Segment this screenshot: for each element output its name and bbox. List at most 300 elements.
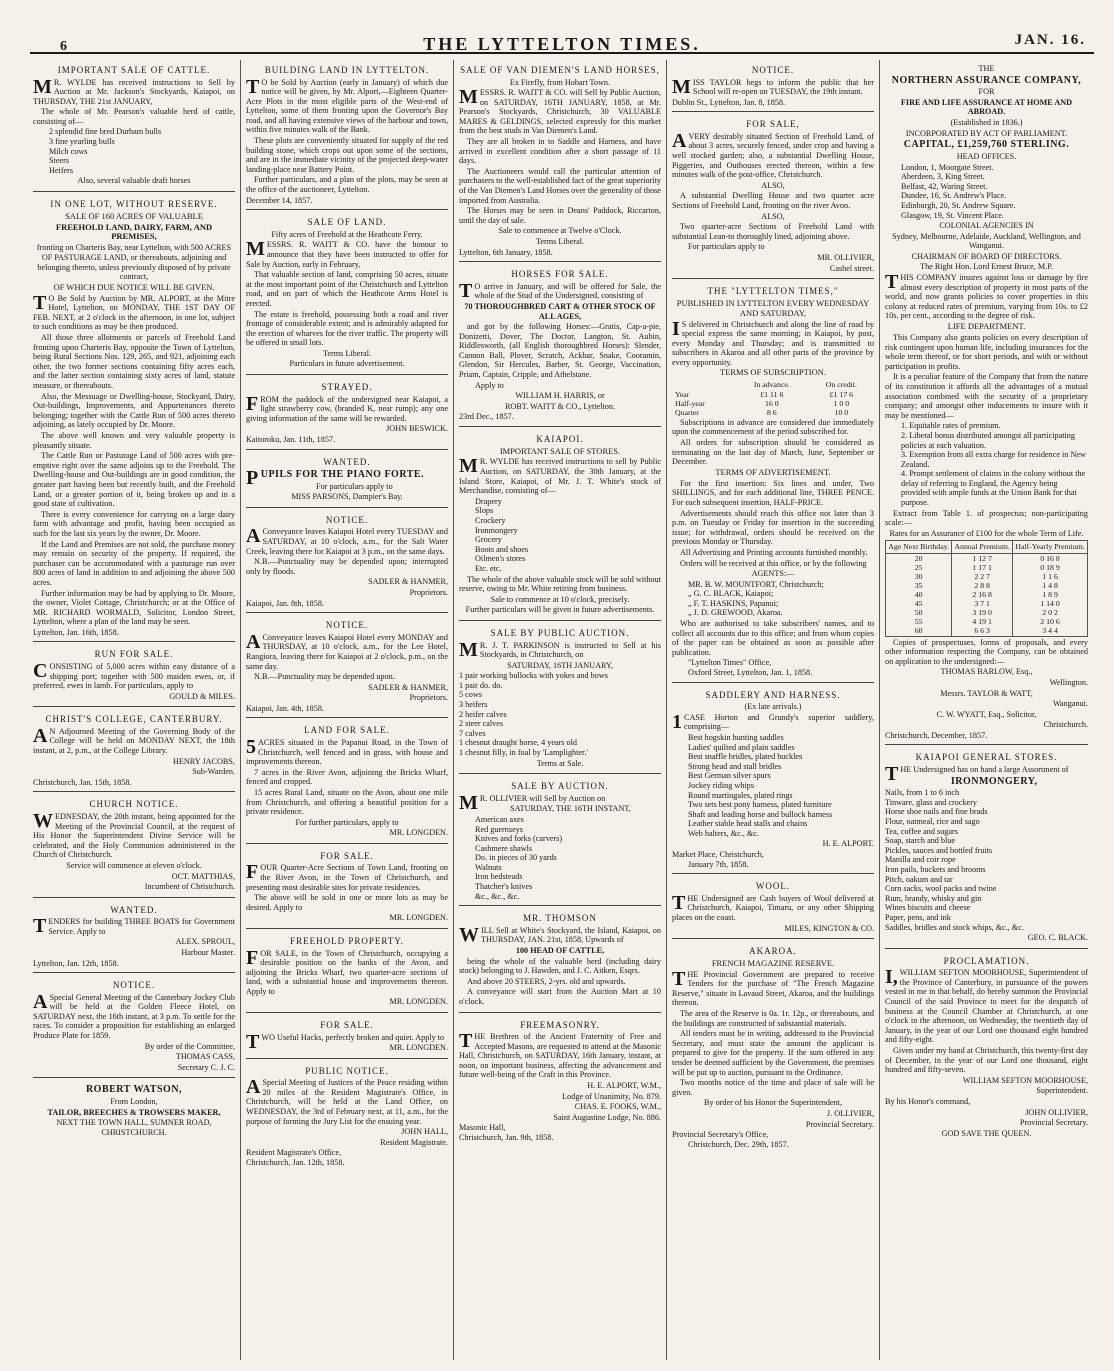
ad-body: ASpecial General Meeting of the Canterbury Jockey Club will be held at the Golden Fleece Hotel, on SATURDAY next, the 16th instant, at 3 p.m. To settle for the races. To consider a proposition for establishing an enlarged Produce Plate for 1859. [33,990,235,1041]
list-item: MR. B. W. MOUNTFORT, Christchurch; [688,579,824,589]
list-item: Nails, from 1 to 6 inch [885,788,960,798]
ad-body: TWO Useful Hacks, perfectly broken and quiet. Apply to [246,1030,445,1053]
table-row [672,408,874,417]
ad-role: Sub-Warden. [192,767,235,777]
ad-role: Saint Augustine Lodge, No. 886. [553,1112,661,1122]
ad-body: AVERY desirably situated Section of Freehold Land, of about 3 acres, securely fenced, under crop and having a well stocked garden; also, a substantial Dwelling House, Piggeries, and Outhouses erected thereon, within a few minutes walk of the post-office, Christchurch. [672,129,874,180]
ad-body: THE Undersigned has on hand a large Assortment of [885,762,1069,785]
ad-text: Terms Liberal. [322,348,372,358]
ad-body: THE Brethren of the Ancient Fraternity of Free and Accepted Masons, are requested to attend at the Masonic Hall, Christchurch, on SATURDAY, 16th January, instant, at noon, on important business, affecting the advancement and future well-being of the Craft in this Province. [459,1030,661,1080]
ad-date: Christchurch, Dec. 29th, 1857. [688,1139,789,1149]
ad-text: Also, several valuable draft horses [77,176,191,186]
ad-heading: SALE OF VAN DIEMEN'S LAND HORSES, [460,65,660,75]
table-cell: Quarter [675,407,699,417]
ad-subheading: IMPORTANT SALE OF STORES. [499,445,621,456]
table-cell: 20 [886,553,952,563]
table-cell: £1 17 6 [829,389,854,399]
ad-date: January 7th, 1858. [688,859,749,869]
list-item: 5 cows [459,690,482,700]
ad-text: The area of the Reserve is 0a. 1r. 12p., or thereabouts, and the buildings are constructed of substantial materials. [672,1008,874,1028]
ad-text: They are all broken in to Saddle and Harness, and have arrived in excellent condition after a short passage of 11 days. [459,137,661,166]
list-item: Ironmongery [475,525,518,535]
list-item: Soap, starch and blue [885,836,956,846]
ad-heading: SALE BY PUBLIC AUCTION. [490,627,630,638]
ad-text: From London, [110,1097,158,1107]
table-row [672,399,874,408]
ad-signature: MILES, KINGTON & CO. [784,923,874,933]
ad-heading: IN ONE LOT, WITHOUT RESERVE. [50,199,218,210]
ad-date: December 14, 1857. [246,195,313,205]
ad-text: Two quarter-acre Sections of Freehold Land with substantial Lean-to thoroughly lined, adjoining above. [672,222,874,241]
ad-signature: THOMAS CASS, [175,1052,235,1062]
list-item: Thatcher's knives [475,882,533,892]
ad-heading: PROCLAMATION. [943,955,1030,966]
ad-text: The Cattle Run or Pasturage Land of 500 acres with pre-emptive right over the same adjoins up to the Freehold. The Dwelling-house and Out-buildings are in good condition, the greater part having been but recently built, and the Freehold Land, or a greater portion of it, being broken up and in a good state of cultivation. [33,451,235,509]
table-row [886,590,1088,599]
column-5 [880,60,1093,1360]
ad-subheading: TERMS OF SUBSCRIPTION. [719,367,827,378]
ad-text: 15 acres Rural Land, situate on the Avon, about one mile from Christchurch, and offering a beautiful position for a private residence. [246,787,448,817]
ad-text: 7 acres in the River Avon, adjoining the Bricks Wharf, fenced and cropped. [246,767,448,787]
list-item: Iron pails, buckets and brooms [885,865,986,875]
ad-text: A substantial Dwelling House and two quarter acre Sections of Freehold Land, fronting on the river Avon. [672,191,874,210]
ad-subheading: Fifty acres of Freehold at the Heathcote Ferry. [271,229,423,239]
list-item: Saddles, bridles and stock whips, &c., &c. [885,922,1024,932]
ad-subheading: (Ex late arrivals.) [744,702,802,712]
list-item: Horse shoe nails and fine brads [885,807,988,817]
list-item: 4. Prompt settlement of claims in the colony without the delay of referring to England, the Agency being provided with ample funds at the Union Bank for that purpose. [901,469,1086,508]
ad-body: MR. OLLIVIER will Sell by Auction on [459,791,606,814]
list-item: Corn sacks, wool packs and twine [885,884,997,894]
ad-text: All Advertising and Printing accounts furnished monthly. [680,547,868,557]
ad-date: Christchurch, December, 1857. [885,730,988,740]
ad-role: Wanganui. [1052,699,1088,709]
ad-heading: RUN FOR SALE. [94,649,174,660]
ad-signature: MISS PARSONS, Dampier's Bay. [291,492,403,502]
ad-signature: MR. LONGDEN. [389,913,448,923]
ad-body: TENDERS for building THREE BOATS for Government Service. Apply to [33,915,235,938]
list-item: 7 calves [459,728,486,738]
ad-date-line: SATURDAY, 16TH JANUARY, [507,660,613,670]
ad-heading: CHURCH NOTICE. [89,799,179,810]
table-cell: 45 [886,599,952,608]
ad-text: CAPITAL, £1,259,760 STERLING. [903,139,1070,151]
ad-body: I,WILLIAM SEFTON MOORHOUSE, Superintendent of the Province of Canterbury, in pursuance of the powers vested in me in that behalf, do hereby summon the Provincial Council of the said Province to meet for the despatch of business at the Council Chamber at Christchurch, at one o'clock in the afternoon, on Wednesday, the twentieth day of January, in the year of our Lord one thousand eight hundred and fifty-eight. [885,966,1088,1045]
ad-subheading: HEAD OFFICES. [956,151,1017,161]
ad-subheading: FRENCH MAGAZINE RESERVE. [711,957,835,968]
ad-strayed [246,377,448,449]
ad-heading: FREEHOLD PROPERTY. [290,936,404,946]
ad-body: IS delivered in Christchurch and along the line of road by special express the same morning; in Kaiapoi, by post, every Monday and Thursday; and is transmitted to subscribers in Akaroa and all other parts of the province by every opportunity. [672,317,874,367]
ad-subheading: Ex Firefly, from Hobart Town. [509,77,611,87]
list-item: Aberdeen, 3, King Street. [901,172,985,182]
ad-ollivier-auction [459,776,661,906]
ad-role: Incumbent of Christchurch. [144,882,235,892]
ad-text: Subscriptions in advance are considered due immediately upon the commencement of the period subscribed for. [672,417,874,437]
ad-body: AN Adjourned Meeting of the Governing Body of the College will be held on MONDAY NEXT, the 18th instant, at 2, p.m., at the College Library. [33,724,235,756]
ad-role: Provincial Secretary. [805,1119,874,1129]
table-header-row [672,380,874,389]
ad-body: AConveyance leaves Kaiapoi Hotel every TUESDAY and SATURDAY, at 10 o'clock, a.m., for the Salt Water Creek, leaving there for Kaiapoi at 3 p.m., on the same days. [246,525,448,556]
ad-text: By order of the Committee, [144,1041,235,1051]
ad-subheading: COLONIAL AGENCIES IN [939,221,1034,231]
ad-date: Oxford Street, Lyttelton, Jan. 1, 1858. [688,668,813,678]
list-item: Shaft and leading horse and bullock harness [688,809,833,819]
ad-text: All those three allotments or parcels of Freehold Land fronting upon Charteris Bay, opposite the Town of Lyttelton, being Rural Sections Nos. 129, 265, and 921, adjoining each other, the two former sections containing fifty acres each, and the latter section containing sixty acres of land, statute measure, or thereabouts. [33,333,235,391]
list-item: Boots and shoes [475,544,529,554]
list-item: Crockery [475,516,506,526]
ad-text: The whole of the above valuable stock will be sold without reserve, owing to Mr. White retiring from business. [459,574,661,594]
ad-text: Sydney, Melbourne, Adelaide, Auckland, Wellington, and Wanganui. [892,231,1081,251]
ad-notice-school [672,60,874,112]
ad-text: ALSO, [761,211,785,221]
ad-body: TO Be Sold by Auction by MR. ALPORT, at the Mitre Hotel, Lyttelton, on MONDAY, THE 1ST DAY OF FEB. NEXT, at 2 o'clock in the afternoon, in one lot, subject to such conditions as may be then produced. [33,291,235,332]
ad-body: TO arrive in January, and will be offered for Sale, the whole of the Stud of the Undersigned, consisting of [459,279,661,302]
ad-body: 5ACRES situated in the Papanui Road, in the Town of Christchurch, well fenced and in grass, with house and improvements thereon. [246,735,448,767]
list-item: Do. in pieces of 30 yards [475,853,557,863]
ad-text: (Established in 1836.) [950,118,1023,128]
ad-role: Superintendent. [1036,1086,1088,1096]
ad-signature: THOMAS BARLOW, Esq., [940,667,1033,677]
table-cell: 35 [886,581,952,590]
ad-text: GOD SAVE THE QUEEN. [941,1128,1032,1138]
list-item: Steers [49,156,70,166]
ad-northern-assurance [885,60,1088,745]
table-header: Half-Yearly Premium. [1013,541,1088,553]
list-item: Pitch, oakum and tar [885,874,953,884]
list-item: Jockey riding whips [688,780,754,790]
ad-text: 100 HEAD OF CATTLE, [515,945,605,955]
ad-jockey-notice [33,975,235,1078]
subscription-table [672,380,874,416]
ad-text: Further particulars will be given in future advertisements. [465,605,655,615]
ad-address: NEXT THE TOWN HALL, SUMNER ROAD, CHRISTCHURCH. [56,1118,212,1137]
table-header-row [886,541,1088,553]
ad-text: IRONMONGERY, [950,775,1038,787]
ad-heading: SALE BY AUCTION. [511,781,609,792]
list-item: London, 1, Moorgate Street. [901,162,994,172]
ad-text: The Right Hon. Lord Ernest Bruce, M.P. [920,262,1053,272]
list-item: Oilmen's stores [475,554,526,564]
ad-text: INCORPORATED BY ACT OF PARLIAMENT. [905,128,1068,138]
list-item: „ F. T. HASKINS, Papanui; [688,598,779,608]
list-item: Round martingales, plated rings [688,790,793,800]
ad-thomson [459,908,661,1012]
ad-akaroa [672,941,874,1153]
ad-body: CONSISTING of 5,000 acres within easy distance of a shipping port; together with 500 maiden ewes, or, if preferred, ewes in lamb. For particulars, apply to [33,659,235,691]
table-row [886,563,1088,572]
ad-text: The Auctioneers would call the particular attention of purchasers to the well-established fact of the great superiority of the Van Diemen's Land Horses over the generality of those imported from Australia. [459,166,661,205]
ad-text: N.B.—Punctuality may be depended upon. [254,672,395,682]
table-cell: £1 11 6 [760,389,784,399]
ad-text: Market Place, Christchurch, [672,850,764,860]
table-row [886,553,1088,563]
ad-text: ALSO, [761,180,785,190]
list-item: Etc. etc. [475,564,502,574]
ad-text: Advertisements should reach this office not later than 3 p.m. on Tuesday or Friday for insertion in the succeeding issue; for withdrawal, orders should be received on the previous Monday or Thursday. [672,508,874,547]
list-item: Two sets best pony harness, plated furniture [688,800,832,810]
table-cell: 6 6 3 [952,626,1013,636]
list-item: Flour, oatmeal, rice and sago [885,817,980,827]
ad-text: Apply to [475,380,504,390]
ad-heading: FOR SALE, [746,119,800,130]
ad-date: Kaitoroku, Jan. 11th, 1857. [246,434,336,444]
ad-role: Provincial Secretary. [1019,1118,1088,1128]
table-cell: 50 [886,608,952,617]
table-row [886,572,1088,581]
ad-text: If the Land and Premises are not sold, the purchase money may remain on security of the property. If required, the purchaser can be accommodated with a pasturage run over 800 acres of land in addition to and adjoining the above 500 acres. [33,539,235,587]
ad-body: ASpecial Meeting of Justices of the Peace residing within 20 miles of the Resident Magistrate's Office, in Christchurch, will be held at the Land Office, on WEDNESDAY, the 3rd of February next, at 11, a.m., for the purpose of forming the Jury List for the ensuing year. [246,1076,448,1126]
ad-freehold-property [246,931,448,1013]
ad-body: TO be Sold by Auction (early in January) of which due notice will be given, by Mr. Alport,—Eighteen Quarter-Acre Plots in the most eligible parts of the West-end of Lyttelton, some of them fronting upon the Governor's Bay road, and all having extensive views of the harbour and town, within five minutes walk of the Bank. [246,75,448,135]
ad-heading: NOTICE. [325,514,369,525]
ad-signature: JOHN OLLIVIER, [1025,1107,1088,1117]
ad-sale-of-land [246,212,448,375]
ad-heading: PUBLIC NOTICE. [305,1065,389,1076]
ad-public-notice [246,1061,448,1172]
table-caption: Rates for an Assurance of £100 for the whole Term of Life. [889,528,1084,538]
ad-signature: J. OLLIVIER, [826,1108,874,1118]
ad-body: MESSRS. R. WAITT & CO. will Sell by Public Auction, on SATURDAY, 16TH JANUARY, 1858, at Mr. Pearson's Stockyards, Christchurch, 30 VALUABLE MARES & GELDINGS, selected expressly for this market from the best studs in Van Diemen's Land. [459,86,661,136]
ad-signature: WILLIAM SEFTON MOORHOUSE, [962,1075,1088,1085]
ad-text: For particulars apply to [316,481,393,491]
list-item: 3. Exemption from all extra charge for residence in New Zealand. [901,450,1086,469]
ad-text: Sale to commence at 10 o'clock, precisely. [490,594,630,604]
ad-heading: WANTED. [110,904,158,915]
table-row [672,390,874,399]
ad-text: These plots are conveniently situated for supply of the red building stone, which crops out upon some of the sections, and are in the immediate vicinity of the projected deep-water landing-place near Battery Point. [246,136,448,174]
ad-text: fronting on Charteris Bay, near Lyttelton, with 500 ACRES OF PASTURAGE LAND, or thereabouts, adjoining and belonging thereto, unless previously disposed of by private contract, [36,243,232,282]
ad-body: MR. WYLDE has received instructions to sell by Public Auction, on SATURDAY, the 30th January, at the Island Store, Kaiapoi, of Mr. J. T. White's stock of Merchandise, consisting of— [459,455,661,496]
list-item: Edinburgh, 20, St. Andrew Square. [901,200,1016,210]
ad-body: FOR SALE, in the Town of Christchurch, occupying a desirable position on the banks of the Avon, and adjoining the Bricks Wharf, two quarter-acre sections of land, with a substantial house and improvements thereon. Apply to [246,946,448,996]
ad-text: For particulars apply to [688,242,765,252]
ad-text: It is a peculiar feature of the Company that from the nature of its constitution it affords all the advantages of a mutual association combined with the security of a proprietary company; and amongst other inducements to insure with it may be mentioned— [885,372,1088,420]
list-item: 3 heifers [459,700,488,710]
ad-date: Dublin St., Lyttelton, Jan. 8, 1858. [672,97,786,107]
ad-text: Given under my hand at Christchurch, this twenty-first day of December, in the year of our Lord one thousand, eight hundred and fifty-seven. [885,1046,1088,1075]
ad-role: Proprietors. [409,588,448,598]
ad-body: FROM the paddock of the undersigned near Kaiapoi, a light strawberry cow, (branded K, near rump); any one giving information of the same will be rewarded. [246,392,448,423]
table-cell: 16 0 [765,398,779,408]
ad-wanted-piano [246,452,448,508]
ad-address: Cashel street. [829,263,874,273]
table-cell: 10 0 [834,407,849,417]
ad-text: All orders for subscription should be considered as terminating on the last day of March, June, September or December. [672,438,874,467]
list-item: Heifers [49,165,74,175]
list-item: Slops [475,506,494,516]
list-item: 1 pair do. do. [459,680,503,690]
ad-signature: ROBT. WAITT & CO., Lyttelton. [504,401,616,411]
ad-text: Who are authorised to take subscribers' names, and to collect all accounts due to this office; and from whom copies of the paper can be obtained as soon as possible after publication. [672,619,874,657]
table-cell: 40 [886,590,952,599]
table-row [886,617,1088,626]
list-item: Cashmere shawls [475,843,533,853]
ad-text: All tenders must be in writing, addressed to the Provincial Secretary, and must state the amount the applicant is prepared to give for the property. If the sum offered in any tender be deemed sufficient by the Government, the premises will be put up to auction, pursuant to the Ordinance. [672,1029,874,1077]
ad-text: THE [978,64,995,73]
ad-text: There is every convenience for carrying on a large dairy farm with advantage and profit, having been occupied as such for the last six years by the owner, Dr. Moore. [33,509,235,538]
ad-text: Terms Liberal. [535,237,585,247]
ad-kaiapoi-general-stores [885,747,1088,948]
ad-signature: JOHN HALL, [401,1127,448,1137]
list-item: Belfast, 42, Waring Street. [901,181,988,191]
table-row [886,626,1088,636]
list-item: Leather stable head stalls and chains [688,819,808,829]
ad-text: The Horses may be seen in Deans' Paddock, Riccarton, until the day of sale. [459,206,661,225]
ad-text: "Lyttelton Times" Office, [688,658,772,668]
list-item: Tea, coffee and sugars [885,826,958,836]
ad-date: Lyttelton, 6th January, 1858. [459,247,553,257]
ad-notice-conveyance-2 [246,615,448,718]
ad-subheading: AGENTS:— [751,569,795,579]
ad-body: FOUR Quarter-Acre Sections of Town Land, fronting on the River Avon, in the Town of Christchurch, and presenting most desirable sites for private residences. [246,861,448,892]
table-cell: 60 [886,626,952,636]
ad-heading: KAIAPOI. [536,434,584,445]
ad-role: Harbour Master. [181,948,235,957]
columns [28,60,1094,1360]
ad-date: Kaiapoi, Jan. 8th, 1858. [246,598,324,608]
ad-role: Wellington. [1049,677,1088,687]
ad-signature: JOHN BESWICK. [386,424,448,434]
ad-text: By order of his Honor the Superintendent, [703,1098,843,1108]
table-cell: 25 [886,563,952,572]
ad-body: MR. WYLDE has received instructions to Sell by Auction at Mr. Jackson's Stockyards, Kaiapoi, on THURSDAY, THE 21st JANUARY, [33,75,235,106]
list-item: Ladies' quilted and plain saddles [688,742,795,752]
ad-heading: SALE OF LAND. [307,217,387,228]
ad-kaiapoi-stores [459,429,661,621]
ad-role: Proprietors. [409,693,448,703]
ad-body: MESSRS. R. WAITT & CO. have the honour to announce that they have been instructed to offer for Sale by Auction, early in February, [246,238,448,269]
ad-subheading: SALE OF 160 ACRES OF VALUABLE [65,210,203,221]
table-cell: 3 7 1 [952,599,1013,608]
table-cell: 0 16 8 [1013,553,1088,563]
ad-for-sale-sections [246,846,448,929]
ad-subheading: CHAIRMAN OF BOARD OF DIRECTORS. [911,251,1062,261]
column-3 [454,60,667,1360]
table-header: In advance. [753,380,790,390]
list-item: Grocery [475,535,502,545]
ad-text: Sale to commence at Twelve o'Clock. [498,226,622,236]
ad-signature: GOULD & MILES. [169,691,235,701]
ad-body: WILL Sell at White's Stockyard, the Island, Kaiapoi, on THURSDAY, JAN. 21st, 1858, Upwards of [459,923,661,946]
ad-heading: NOTICE. [325,620,369,631]
ad-text: Further particulars, and a plan of the plots, may be seen at the office of the auctioneer, Lyttelton. [246,175,448,195]
ad-heading: NORTHERN ASSURANCE COMPANY, [891,74,1082,86]
ad-heading: SADDLERY AND HARNESS. [705,689,841,700]
ad-heading: WANTED. [323,456,371,467]
ad-text: and got by the following Horses:—Gratis, Cap-a-pie, Donizetti, Dover, The Doctor, Langton, St. Aubin, Riddlesworth, (all English thoroughbred Horses): Slender, Cannon Ball, Plover, Scratch, Ackbar, Snake, Cooramin, Glendon, Sir Hercules, Barber, St. George, Vaccination, Priam, Captain, Cripple, and Athelstane. [459,322,661,380]
ad-date: Kaiapoi, Jan. 4th, 1858. [246,703,324,713]
ad-text: Service will commence at eleven o'clock. [66,860,202,870]
ad-text: A conveyance will start from the Auction Mart at 10 o'clock. [459,987,661,1006]
ad-body: 1CASE Horton and Grundy's superior saddlery, comprising— [672,710,874,733]
ad-date: Lyttelton, Jan. 12th, 1858. [33,958,119,968]
ad-subheading: OF WHICH DUE NOTICE WILL BE GIVEN. [53,281,215,292]
table-cell: 1 17 1 [952,563,1013,572]
list-item: 2 splendid fine bred Durham bulls [49,127,162,137]
ad-signature: Messrs. TAYLOR & WATT, [940,688,1033,698]
ad-body: PUPILS FOR THE PIANO FORTE. [246,467,425,490]
ad-signature: MR. LONGDEN. [389,828,448,838]
list-item: 2. Liberal bonus distributed amongst all participating policies at each valuation. [901,430,1075,450]
ad-heading: ROBERT WATSON, [85,1084,183,1096]
table-row [886,608,1088,617]
ad-text: And above 20 STEERS, 2-yrs. old and upwards. [467,976,626,986]
list-item: Milch cows [49,146,88,156]
ad-text: Two months notice of the time and place of sale will be given. [672,1078,874,1097]
list-item: 3 fine yearling bulls [49,137,115,147]
ad-text: 70 THOROUGHBRED CART & OTHER STOCK OF ALL AGES, [464,301,656,321]
ad-signature: WILLIAM H. HARRIS, or [515,391,605,401]
list-item: Red guernseys [475,824,523,834]
list-item: Strong head and stall bridles [688,761,782,771]
list-item: Best snaffle bridles, plated buckles [688,752,803,762]
table-cell: Half-year [675,398,705,408]
ad-role: Lodge of Unanimity, No. 879. [562,1091,661,1101]
ad-farm-sale [33,194,235,642]
table-cell: 1 4 8 [1013,581,1088,590]
ad-body: WEDNESDAY, the 20th instant, being appointed for the Meeting of the Provincial Council, at the request of His Honor the Superintendent Divine Service will be celebrated, and the Holy Communion administered in the Church of Christchurch. [33,809,235,860]
ad-date: Lyttelton, Jan. 16th, 1858. [33,627,119,637]
ad-date: 23rd Dec., 1857. [459,412,514,422]
ad-church-notice [33,794,235,897]
table-cell: 2 0 2 [1013,608,1088,617]
table-cell: 2 2 7 [952,572,1013,581]
ad-proclamation [885,951,1088,1144]
ad-saddlery [672,685,874,875]
ad-text: By his Honor's command, [885,1097,971,1106]
table-cell: 2 8 8 [952,581,1013,590]
table-cell: 1 1 6 [1013,572,1088,581]
ad-signature: H. E. ALPORT. [822,839,874,849]
table-cell: 2 10 6 [1013,617,1088,626]
ad-date: Christchurch, Jan. 15th, 1858. [33,777,132,787]
ad-heading: KAIAPOI GENERAL STORES. [915,752,1058,763]
table-cell: 1 12 7 [952,553,1013,563]
list-item: 1 chesnut draught horse, 4 years old [459,738,578,748]
ad-signature: MR. LONGDEN. [389,997,448,1007]
list-item: Web halters, &c., &c. [688,828,759,838]
ad-role: Secretary C. J. C. [177,1062,235,1072]
ad-text: Masonic Hall, [459,1123,506,1133]
ad-signature: SADLER & HANMER, [368,682,448,692]
table-cell: 1 0 0 [833,398,850,408]
ad-body: THE Undersigned are Cash buyers of Wool delivered at Christchurch, Kaiapoi, Timaru, or any other Shipping places on the coast. [672,891,874,922]
list-item: „ G. C. BLACK, Kaiapoi; [688,589,774,599]
ad-signature: OCT. MATTHIAS, [171,871,235,881]
ad-text: Resident Magistrate's Office, [246,1148,342,1158]
ad-subheading: LIFE DEPARTMENT. [947,321,1026,332]
ad-signature: C. W. WYATT, Esq., Solicitor, [936,709,1037,719]
ad-heading: LAND FOR SALE. [304,725,390,736]
list-item: Best German silver spurs [688,771,771,781]
table-cell: 1 14 0 [1013,599,1088,608]
column-2 [241,60,454,1360]
ad-cattle-sale [33,60,235,192]
table-cell: 30 [886,572,952,581]
ad-text: That valuable section of land, comprising 50 acres, situate at the most important point of the Christchurch and Lyttelton road, and on part of which the Heathcote Arms Hotel is erected. [246,270,448,308]
ad-heading: NOTICE. [751,65,795,75]
ad-date: Christchurch, Jan. 9th, 1858. [459,1132,554,1142]
ad-role: Resident Magistrate. [380,1137,448,1147]
ad-text: For the first insertion: Six lines and under, Two SHILLINGS, and for each additional line, THREE PENCE. For each subsequent insertion, HALF-PRICE. [672,478,874,507]
ad-heading: NOTICE. [112,980,156,991]
ad-signature: MR. LONGDEN. [389,1043,448,1053]
table-header: Age Next Birthday. [886,541,952,553]
ad-lyttelton-times [672,281,874,683]
ad-text: The above well known and very valuable property is pleasantly situate. [33,431,235,450]
ad-signature: HENRY JACOBS, [172,756,235,766]
